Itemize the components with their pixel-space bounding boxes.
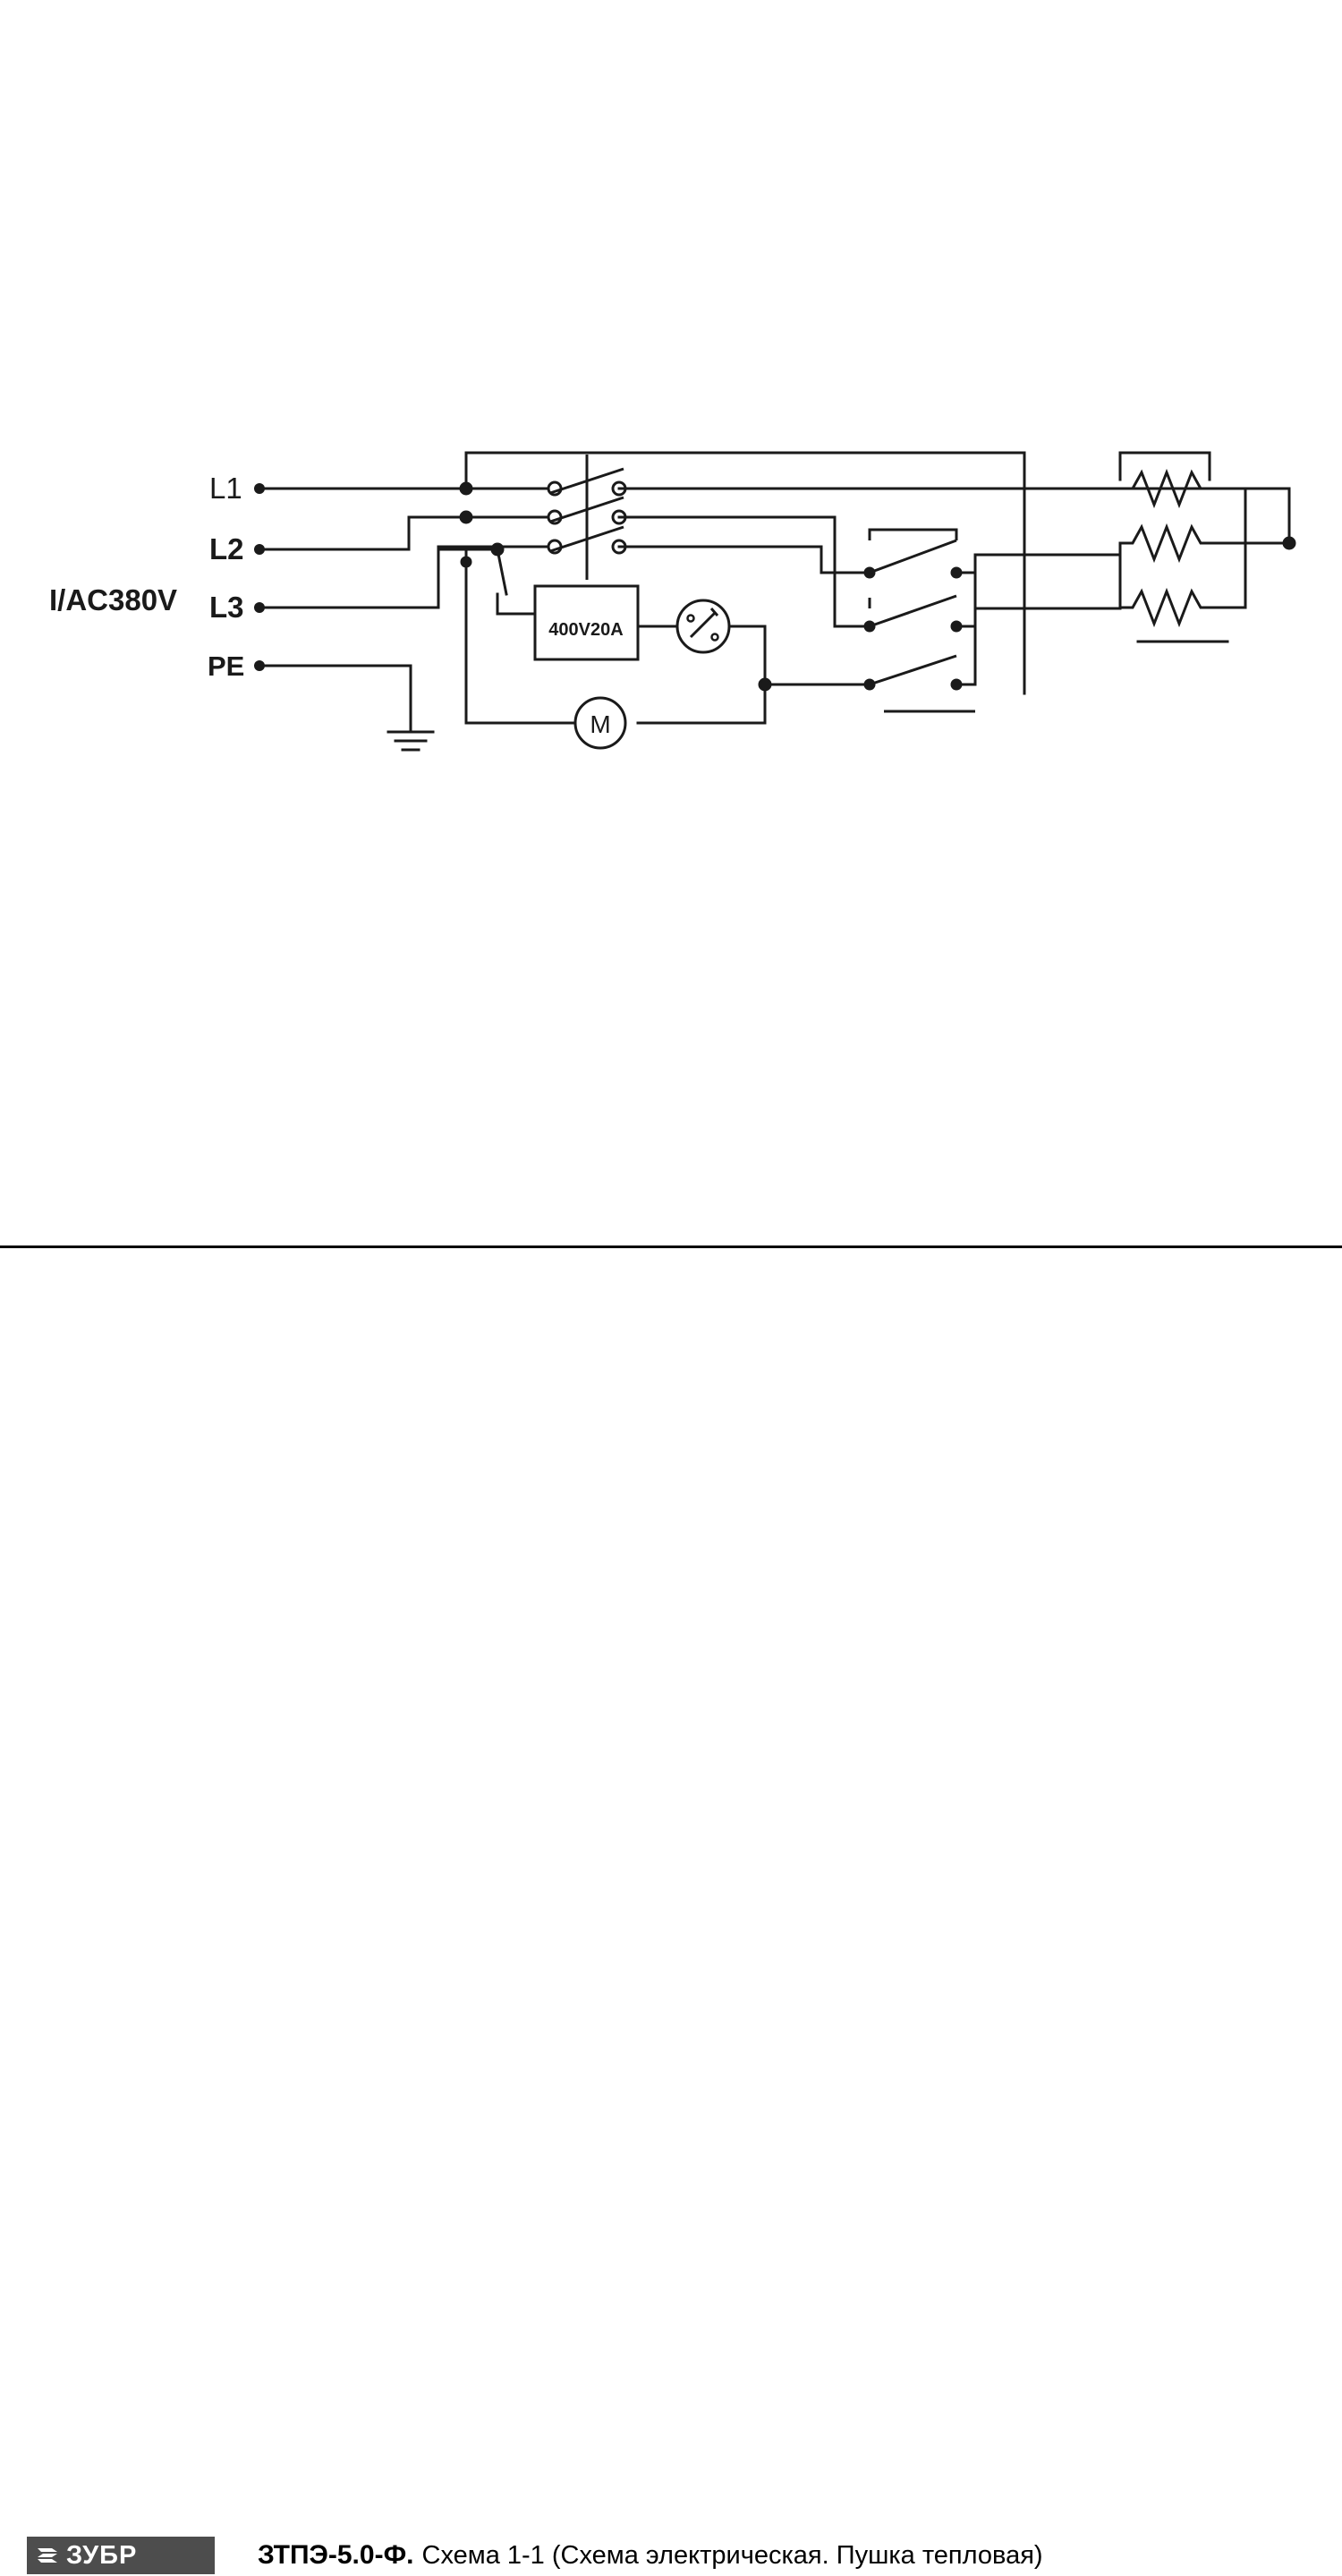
motor	[575, 698, 625, 748]
heater-3-coil	[1120, 591, 1245, 624]
footer-bar	[0, 1248, 1342, 2570]
supply-voltage-label: I/AC380V	[49, 583, 178, 616]
wire-out-pole3	[619, 547, 870, 573]
model-code: ЗТПЭ-5.0-Ф.	[258, 2540, 414, 2570]
meter-gauge	[677, 600, 729, 652]
wire-l2	[259, 517, 555, 549]
junction-heater-common	[1284, 538, 1295, 548]
brand-logo	[27, 2537, 215, 2574]
wire-thermostat-lead	[497, 594, 535, 614]
wire-motor-right	[638, 684, 765, 723]
wire-thermostat-blade	[497, 549, 506, 594]
svg-text:M: M	[590, 710, 611, 738]
diagram-canvas	[0, 0, 1342, 1244]
heater-out-bus	[1245, 489, 1289, 543]
switch1-blade	[870, 540, 956, 573]
brand-logo-text: ЗУБР	[66, 2540, 138, 2570]
terminal-pe-label: PE	[208, 650, 245, 682]
wiring-diagram	[0, 0, 1342, 1244]
footer-caption	[258, 2535, 1043, 2576]
heater-2-coil	[1120, 527, 1245, 559]
terminal-l1-label: L1	[209, 472, 242, 505]
terminal-l2-label: L2	[209, 532, 244, 565]
terminal-l3-label: L3	[209, 591, 244, 624]
scheme-description: Схема 1-1 (Схема электрическая. Пушка тепловая)	[421, 2540, 1043, 2570]
switch3-blade	[870, 656, 956, 684]
wire-meter-out	[729, 626, 765, 684]
wire-l3	[259, 547, 555, 608]
wire-pe	[259, 666, 411, 732]
zubr-arrow-icon	[32, 2540, 63, 2571]
switch1-bracket	[870, 530, 956, 540]
switch2-blade	[870, 596, 956, 626]
breaker-label: 400V20A	[548, 620, 624, 640]
junction-l2-branch	[461, 512, 471, 523]
junction-l1-top	[461, 483, 471, 494]
